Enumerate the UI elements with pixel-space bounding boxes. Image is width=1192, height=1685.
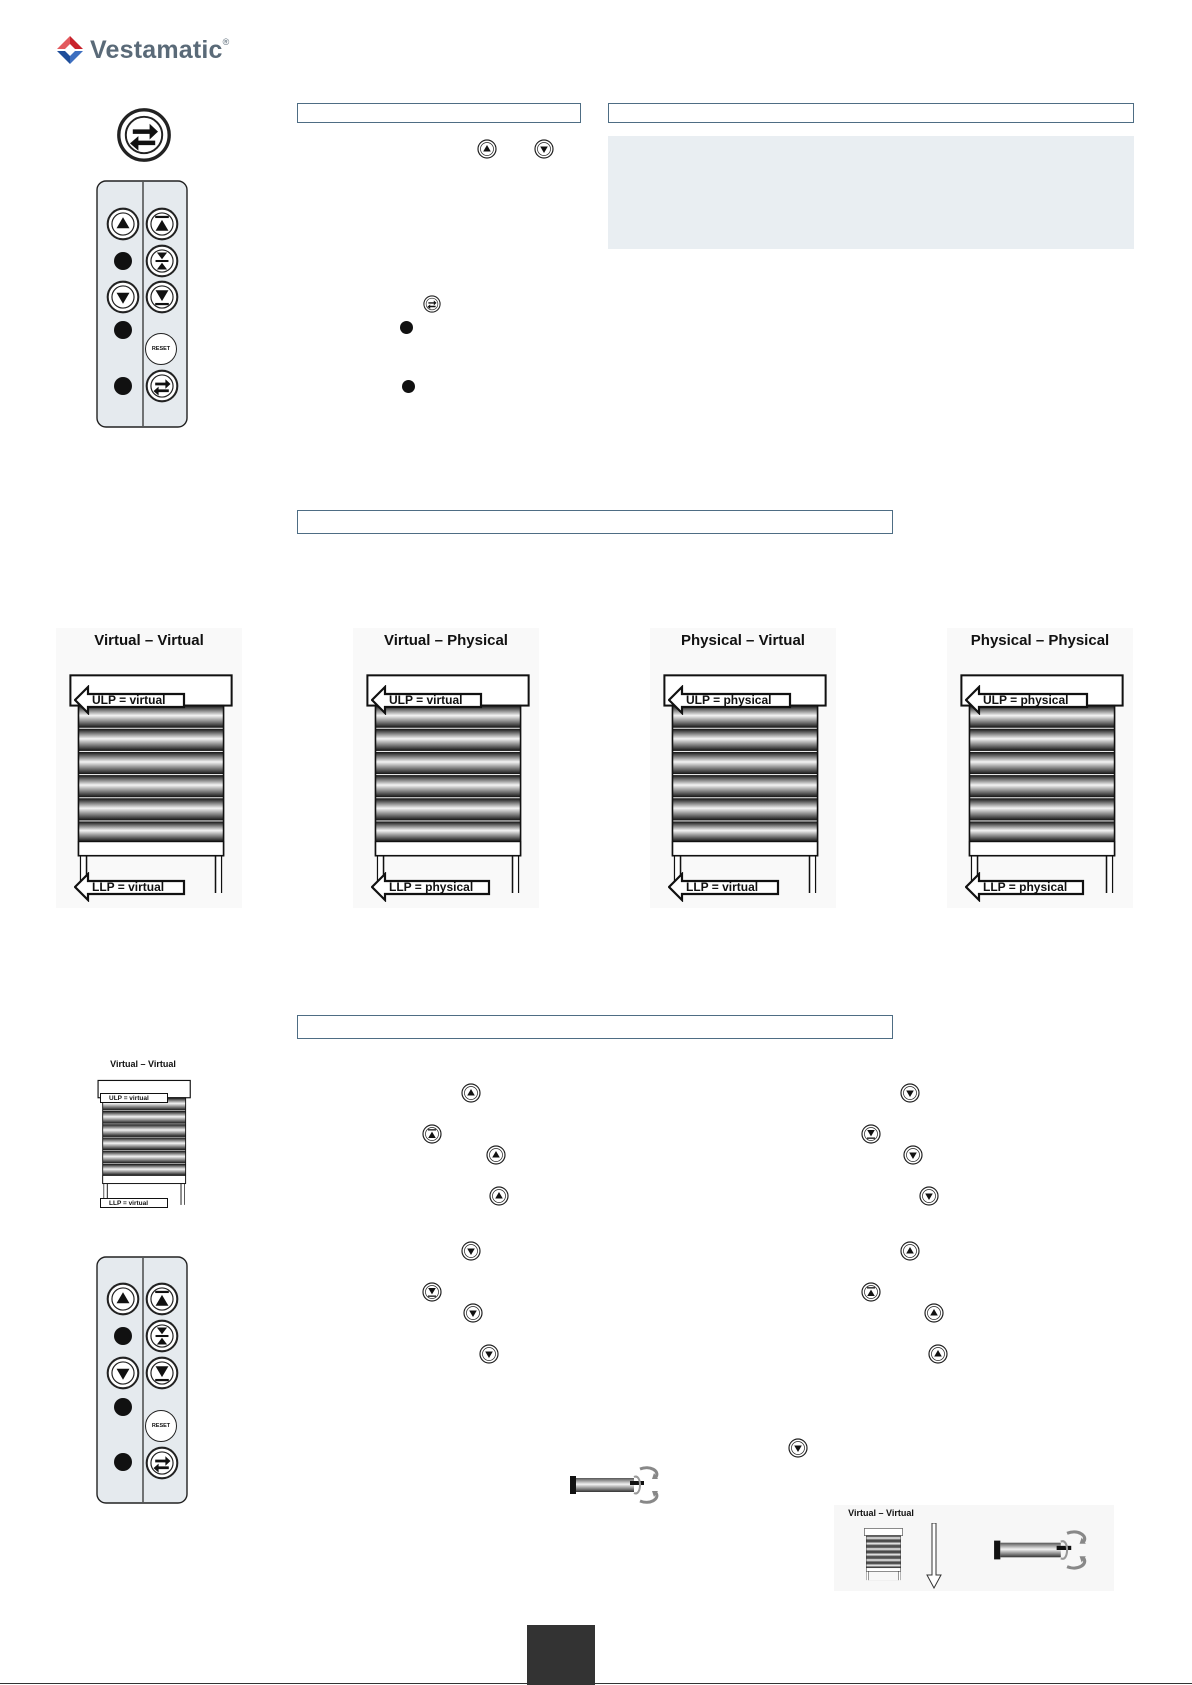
up-inline-icon bbox=[461, 1083, 481, 1103]
bottom-position-button-icon bbox=[145, 280, 179, 314]
down-button-icon bbox=[106, 280, 140, 314]
logo-diamond-icon bbox=[56, 35, 84, 65]
ulp-label: ULP = virtual bbox=[389, 693, 463, 707]
ulp-label: ULP = virtual bbox=[92, 693, 166, 707]
small-diagram-virtual-virtual bbox=[90, 1057, 196, 1213]
top-position-button-icon bbox=[145, 1282, 179, 1316]
motor-tube-icon-2 bbox=[992, 1527, 1090, 1573]
dot-inline-icon-2 bbox=[402, 380, 415, 393]
brand-name: Vestamatic bbox=[90, 35, 223, 64]
down-inline-icon bbox=[479, 1344, 499, 1364]
remote-control-top bbox=[96, 180, 188, 428]
reset-label: RESET bbox=[151, 346, 171, 352]
up-inline-icon bbox=[928, 1344, 948, 1364]
diagram-physical-physical bbox=[947, 628, 1133, 908]
up-button-icon bbox=[106, 207, 140, 241]
diagram-title: Virtual – Physical bbox=[384, 632, 508, 649]
up-inline-icon bbox=[489, 1186, 509, 1206]
remote-control-bottom bbox=[96, 1256, 188, 1504]
down-inline-icon bbox=[534, 139, 554, 159]
down-arrow-icon bbox=[926, 1523, 942, 1589]
down-button-icon bbox=[106, 1356, 140, 1390]
registered-mark: ® bbox=[222, 37, 230, 47]
diagram-virtual-physical bbox=[353, 628, 539, 908]
intermediate-button-icon bbox=[145, 1319, 179, 1353]
intermediate-button-icon bbox=[145, 244, 179, 278]
swap-button-icon bbox=[145, 1446, 179, 1480]
down-inline-icon bbox=[900, 1083, 920, 1103]
note-panel bbox=[608, 136, 1134, 249]
top-position-button-icon bbox=[145, 207, 179, 241]
up-inline-icon bbox=[900, 1241, 920, 1261]
llp-label: LLP = physical bbox=[389, 880, 474, 894]
bottom-inline-icon bbox=[861, 1124, 881, 1144]
diagram-title: Virtual – Virtual bbox=[94, 632, 204, 649]
section-header-lower bbox=[297, 1015, 893, 1039]
reset-button bbox=[145, 333, 177, 365]
diagram-title: Physical – Virtual bbox=[681, 632, 805, 649]
dot-inline-icon bbox=[400, 321, 413, 334]
down-inline-icon bbox=[919, 1186, 939, 1206]
ulp-label: ULP = physical bbox=[983, 693, 1069, 707]
up-inline-icon bbox=[924, 1303, 944, 1323]
small-ulp-label: ULP = virtual bbox=[100, 1093, 168, 1103]
swap-button-large-icon bbox=[116, 107, 172, 163]
reset-button bbox=[145, 1410, 177, 1442]
page-number-tab bbox=[527, 1625, 595, 1685]
ulp-label: ULP = physical bbox=[686, 693, 772, 707]
section-header-left bbox=[297, 103, 581, 123]
small-diagram-title: Virtual – Virtual bbox=[110, 1059, 176, 1069]
diagram-physical-virtual bbox=[650, 628, 836, 908]
up-inline-icon bbox=[477, 139, 497, 159]
diagram-title: Physical – Physical bbox=[970, 632, 1110, 649]
motor-tube-icon bbox=[568, 1463, 662, 1507]
section-header-middle bbox=[297, 510, 893, 534]
llp-label: LLP = virtual bbox=[92, 880, 165, 894]
up-inline-icon bbox=[486, 1145, 506, 1165]
llp-label: LLP = physical bbox=[983, 880, 1068, 894]
top-inline-icon bbox=[422, 1124, 442, 1144]
swap-inline-icon bbox=[423, 295, 441, 313]
down-inline-icon bbox=[463, 1303, 483, 1323]
swap-button-icon bbox=[145, 369, 179, 403]
bottom-diagram-group bbox=[834, 1505, 1114, 1591]
down-inline-icon bbox=[903, 1145, 923, 1165]
up-button-icon bbox=[106, 1282, 140, 1316]
footer-divider bbox=[0, 1683, 1192, 1684]
section-header-right bbox=[608, 103, 1134, 123]
bottom-blind-icon bbox=[861, 1507, 905, 1591]
bottom-inline-icon bbox=[422, 1282, 442, 1302]
bottom-position-button-icon bbox=[145, 1356, 179, 1390]
down-inline-icon bbox=[788, 1438, 808, 1458]
llp-label: LLP = virtual bbox=[686, 880, 759, 894]
reset-label: RESET bbox=[151, 1423, 171, 1429]
diagram-virtual-virtual bbox=[56, 628, 242, 908]
down-inline-icon bbox=[461, 1241, 481, 1261]
vestamatic-logo bbox=[56, 34, 229, 66]
top-inline-icon bbox=[861, 1282, 881, 1302]
bottom-diagram-title: Virtual – Virtual bbox=[848, 1508, 914, 1518]
small-llp-label: LLP = virtual bbox=[100, 1198, 168, 1208]
